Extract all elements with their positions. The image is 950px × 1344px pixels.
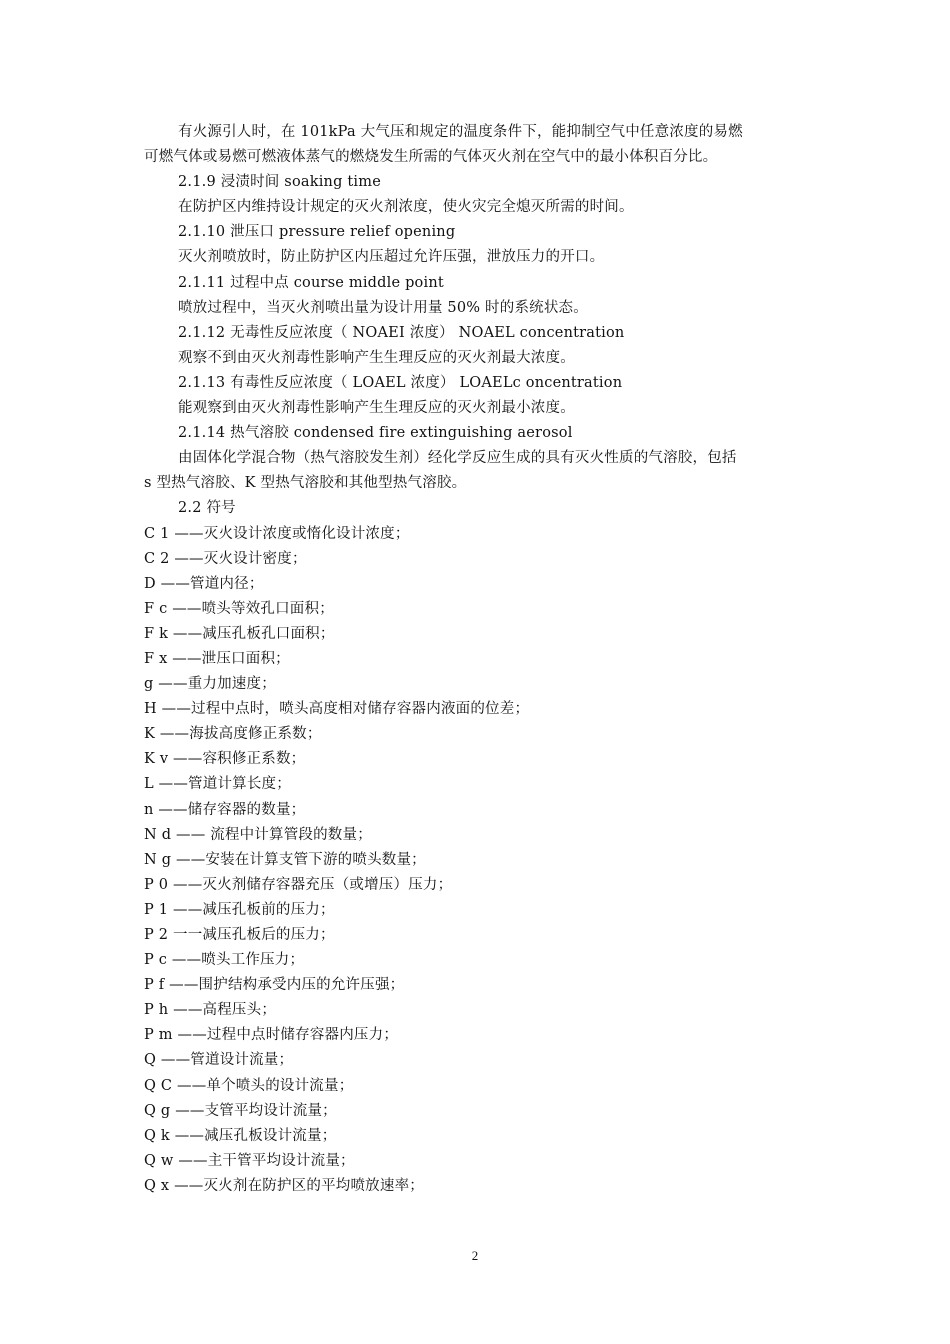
text-line: Q g ——支管平均设计流量； xyxy=(144,1102,337,1119)
text-line: F x ——泄压口面积； xyxy=(144,650,290,667)
text-line: 2.1.13 有毒性反应浓度（ LOAEL 浓度） LOAELc oncentration xyxy=(178,374,623,391)
text-line: L ——管道计算长度； xyxy=(144,776,291,793)
text-line: K ——海拔高度修正系数； xyxy=(144,726,322,743)
text-line: 喷放过程中，当灭火剂喷出量为设计用量 50% 时的系统状态。 xyxy=(178,299,588,316)
text-line: P m ——过程中点时储存容器内压力； xyxy=(144,1027,399,1044)
text-line: 可燃气体或易燃可燃液体蒸气的燃烧发生所需的气体灭火剂在空气中的最小体积百分比。 xyxy=(144,149,718,166)
text-line: N g ——安装在计算支管下游的喷头数量； xyxy=(144,851,426,868)
text-line: Q w ——主干管平均设计流量； xyxy=(144,1152,355,1169)
text-line: 在防护区内维持设计规定的灭火剂浓度，使火灾完全熄灭所需的时间。 xyxy=(178,199,634,216)
text-line: N d —— 流程中计算管段的数量； xyxy=(144,826,372,843)
text-line: Q x ——灭火剂在防护区的平均喷放速率； xyxy=(144,1177,424,1194)
text-line: g ——重力加速度； xyxy=(144,676,276,693)
text-line: Q k ——减压孔板设计流量； xyxy=(144,1127,337,1144)
text-line: D ——管道内径； xyxy=(144,575,264,592)
text-line: P 1 ——减压孔板前的压力； xyxy=(144,901,335,918)
text-line: H ——过程中点时，喷头高度相对储存容器内液面的位差； xyxy=(144,701,530,718)
text-line: n ——储存容器的数量； xyxy=(144,801,306,818)
text-line: P 2 一一减压孔板后的压力； xyxy=(144,927,335,943)
text-line: 由固体化学混合物（热气溶胶发生剂）经化学反应生成的具有灭火性质的气溶胶，包括 xyxy=(178,450,737,467)
text-line: P f ——围护结构承受内压的允许压强； xyxy=(144,977,405,994)
text-line: 观察不到由灭火剂毒性影响产生生理反应的灭火剂最大浓度。 xyxy=(178,349,575,366)
text-line: C 1 ——灭火设计浓度或惰化设计浓度； xyxy=(144,525,410,542)
text-line: P h ——高程压头； xyxy=(144,1002,277,1019)
page-number: 2 xyxy=(471,1248,479,1263)
text-line: Q ——管道设计流量； xyxy=(144,1052,294,1069)
text-line: Q C ——单个喷头的设计流量； xyxy=(144,1077,354,1094)
text-line: P 0 ——灭火剂储存容器充压（或增压）压力； xyxy=(144,876,453,893)
text-line: 灭火剂喷放时，防止防护区内压超过允许压强，泄放压力的开口。 xyxy=(178,249,605,266)
text-line: C 2 ——灭火设计密度； xyxy=(144,550,307,567)
text-line: 2.2 符号 xyxy=(178,500,236,517)
text-line: 能观察到由灭火剂毒性影响产生生理反应的灭火剂最小浓度。 xyxy=(178,400,575,417)
text-line: K v ——容积修正系数； xyxy=(144,751,306,768)
text-line: F c ——喷头等效孔口面积； xyxy=(144,600,334,617)
text-line: 2.1.11 过程中点 course middle point xyxy=(178,274,444,291)
text-line: s 型热气溶胶、K 型热气溶胶和其他型热气溶胶。 xyxy=(144,475,467,492)
text-line: 2.1.9 浸渍时间 soaking time xyxy=(178,174,381,191)
document-body xyxy=(144,120,824,1199)
text-line: P c ——喷头工作压力； xyxy=(144,952,305,969)
text-line: 2.1.14 热气溶胶 condensed fire extinguishing aerosol xyxy=(178,425,573,442)
text-line: F k ——减压孔板孔口面积； xyxy=(144,625,335,642)
text-line: 2.1.10 泄压口 pressure relief opening xyxy=(178,224,456,241)
text-line: 有火源引人时，在 101kPa 大气压和规定的温度条件下，能抑制空气中任意浓度的易燃 xyxy=(178,124,743,140)
text-line: 2.1.12 无毒性反应浓度（ NOAEI 浓度） NOAEL concentration xyxy=(178,324,625,341)
